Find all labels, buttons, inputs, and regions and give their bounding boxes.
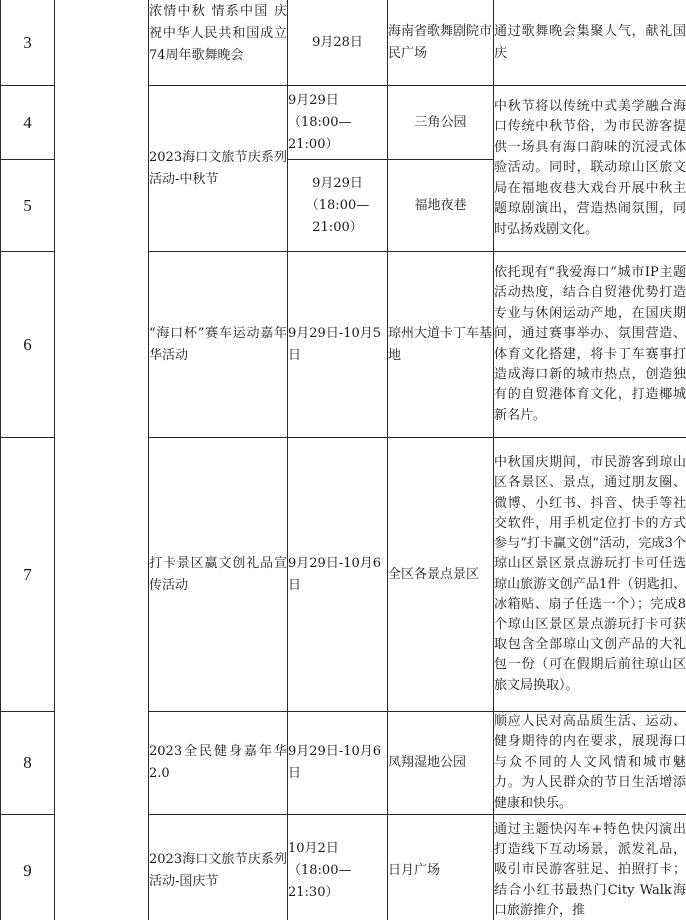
event-name: 打卡景区赢文创礼品宣传活动 <box>149 438 288 712</box>
row-number: 4 <box>1 86 55 160</box>
event-description: 顺应人民对高品质生活、运动、健身期待的内在要求，展现海口与众不同的人文风情和城市魅力。为人民群众的节日生活增添健康和快乐。 <box>494 712 686 815</box>
event-name: 2023海口文旅节庆系列活动-中秋节 <box>149 86 288 252</box>
category-cell <box>55 0 149 920</box>
event-name: “海口杯”赛车运动嘉年华活动 <box>149 252 288 438</box>
event-description: 通过歌舞晚会集聚人气，献礼国庆 <box>494 0 686 86</box>
event-time: 9月29日（18:00—21:00） <box>288 86 388 160</box>
event-time: 9月29日-10月5日 <box>288 252 388 438</box>
event-place: 凤翔湿地公园 <box>388 712 494 815</box>
event-description: 中秋国庆期间，市民游客到琼山区各景区、景点，通过朋友圈、微博、小红书、抖音、快手等社交软件，用手机定位打卡的方式参与“打卡赢文创”活动，完成3个琼山区景区景点游玩打卡可任选琼山旅游文创产品1件（钥匙扣、冰箱贴、扇子任选一个）；完成8个琼山区景区景点游玩打卡可获取包含全部琼山文创产品的大礼包一份（可在假期后前往琼山区旅文局换取）。 <box>494 438 686 712</box>
row-number: 7 <box>1 438 55 712</box>
event-name: 2023海口文旅节庆系列活动-国庆节 <box>149 815 288 920</box>
event-place: 海南省歌舞剧院市民广场 <box>388 0 494 86</box>
event-place: 全区各景点景区 <box>388 438 494 712</box>
row-number: 3 <box>1 0 55 86</box>
event-place: 日月广场 <box>388 815 494 920</box>
row-number: 5 <box>1 160 55 252</box>
event-time: 9月29日-10月6日 <box>288 438 388 712</box>
event-time: 10月2日（18:00—21:30） <box>288 815 388 920</box>
event-name: 2023全民健身嘉年华2.0 <box>149 712 288 815</box>
event-time: 9月29日（18:00—21:00） <box>288 160 388 252</box>
event-time: 9月28日 <box>288 0 388 86</box>
row-number: 8 <box>1 712 55 815</box>
event-name: 浓情中秋 情系中国 庆祝中华人民共和国成立74周年歌舞晚会 <box>149 0 288 86</box>
row-number: 9 <box>1 815 55 920</box>
event-place: 福地夜巷 <box>388 160 494 252</box>
row-number: 6 <box>1 252 55 438</box>
event-description: 依托现有“我爱海口”城市IP主题活动热度，结合自贸港优势打造专业与休闲运动产地，在国庆期间，通过赛事举办、氛围营造、体育文化搭建，将卡丁车赛事打造成海口新的城市热点，创造独有的自贸港体育文化，打造椰城新名片。 <box>494 252 686 438</box>
table-row <box>1 0 686 86</box>
event-description: 中秋节将以传统中式美学融合海口传统中秋节俗，为市民游客提供一场具有海口韵味的沉浸式体验活动。同时，联动琼山区旅文局在福地夜巷大戏台开展中秋主题琼剧演出，营造热闹氛围，同时弘扬戏剧文化。 <box>494 86 686 252</box>
event-description: 通过主题快闪车+特色快闪演出打造线下互动场景，派发礼品，吸引市民游客驻足、拍照打卡；结合小红书最热门City Walk海口旅游推介，推 <box>494 815 686 920</box>
event-place: 三角公园 <box>388 86 494 160</box>
event-place: 琼州大道卡丁车基地 <box>388 252 494 438</box>
event-time: 9月29日-10月6日 <box>288 712 388 815</box>
